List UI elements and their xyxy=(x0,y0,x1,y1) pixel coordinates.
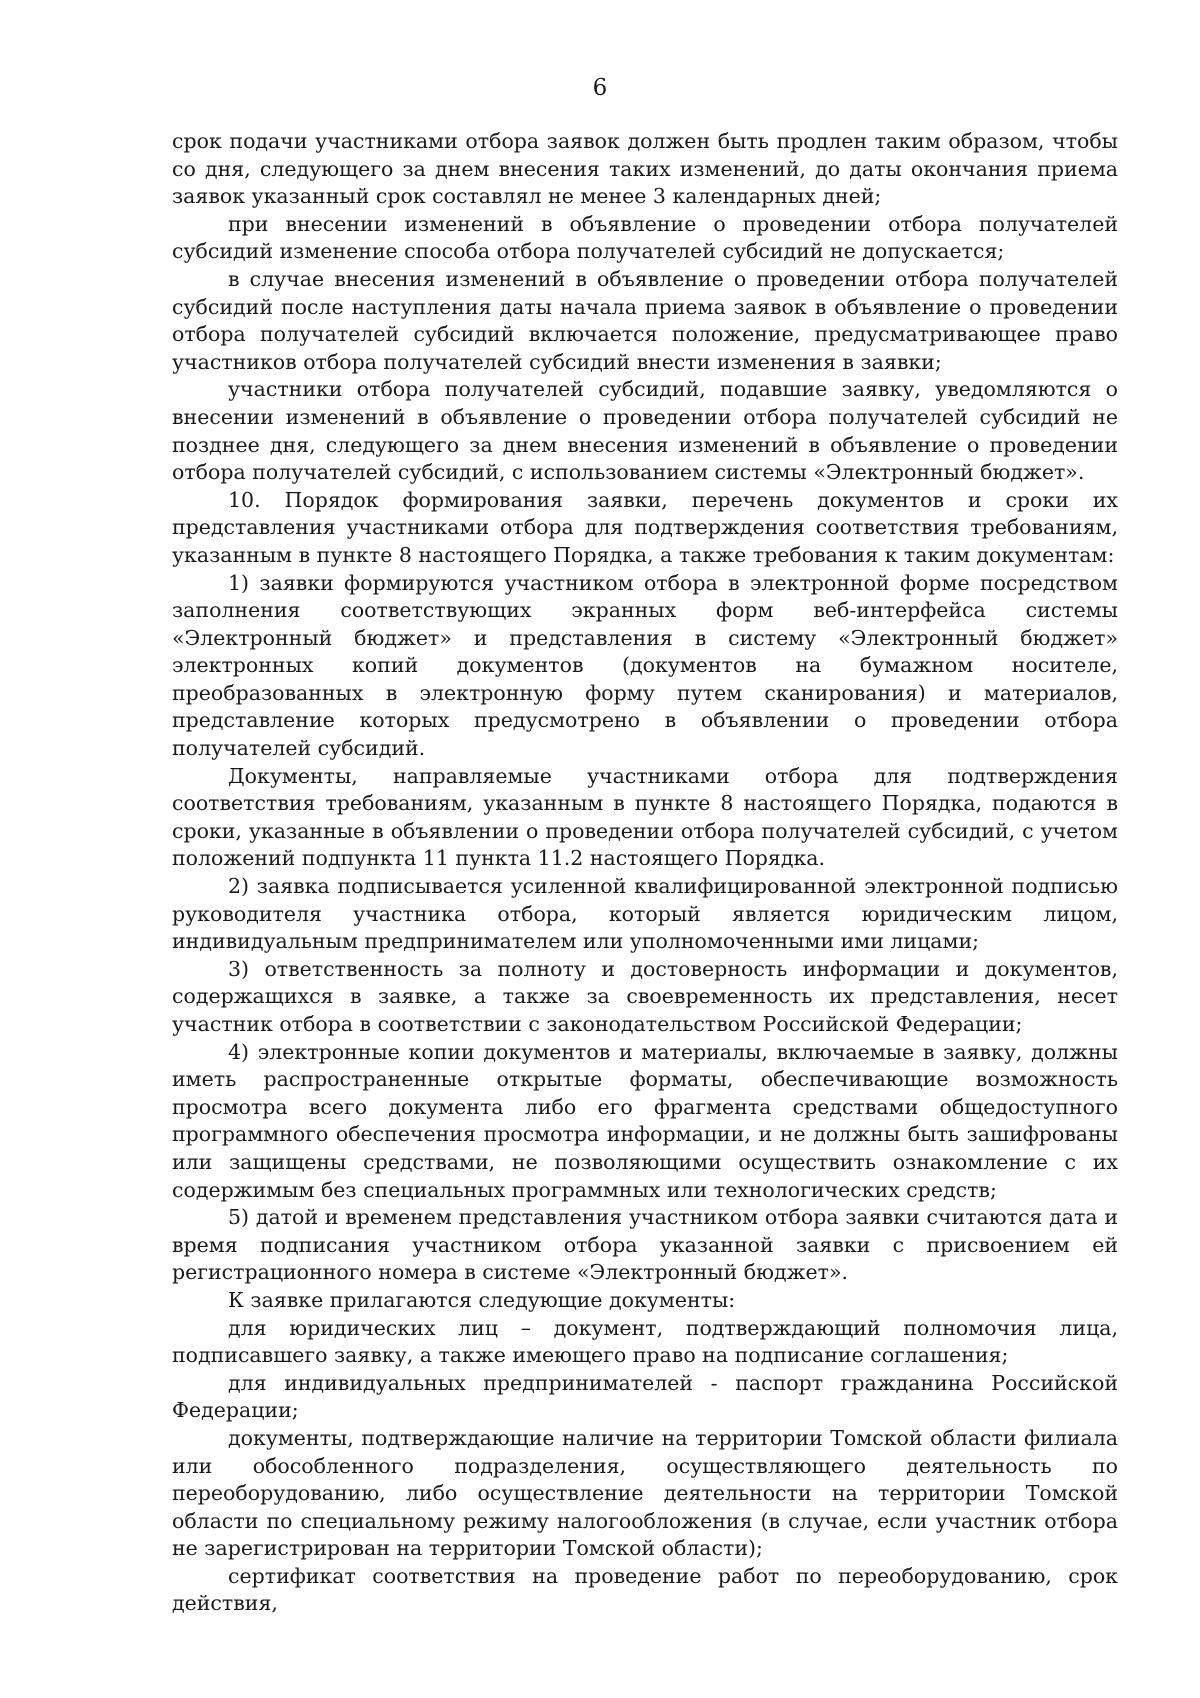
paragraph: сертификат соответствия на проведение работ по переоборудованию, срок действия, xyxy=(172,1563,1118,1616)
paragraph: К заявке прилагаются следующие документы: xyxy=(228,1287,736,1312)
paragraph: срок подачи участниками отбора заявок должен быть продлен таким образом, чтобы со дня, следующего за днем внесения таких изменений, до даты окончания приема заявок указанный срок составлял не менее 3 календарных дней; xyxy=(172,129,1118,209)
paragraph: 3) ответственность за полноту и достоверность информации и документов, содержащихся в заявке, а также за своевременность их представления, несет участник отбора в соответствии с законодательством Российской Федерации; xyxy=(172,956,1118,1036)
paragraph: 5) датой и временем представления участником отбора заявки считаются дата и время подписания участником отбора указанной заявки с присвоением ей регистрационного номера в системе «Электронный бюджет». xyxy=(172,1205,1118,1285)
paragraph: документы, подтверждающие наличие на территории Томской области филиала или обособленного подразделения, осуществляющего деятельность по переоборудованию, либо осуществление деятельности на территории Томской области по специальному режиму налогообложения (в случае, если участник отбора не зарегистрирован на территории Томской области); xyxy=(172,1425,1118,1561)
paragraph: 4) электронные копии документов и материалы, включаемые в заявку, должны иметь распространенные открытые форматы, обеспечивающие возможность просмотра всего документа либо его фрагмента средствами общедоступного программного обеспечения просмотра информации, и не должны быть зашифрованы или защищены средствами, не позволяющими осуществить ознакомление с их содержимым без специальных программных или технологических средств; xyxy=(172,1039,1118,1202)
document-body xyxy=(172,128,1118,1618)
paragraph: для юридических лиц – документ, подтверждающий полномочия лица, подписавшего заявку, а также имеющего право на подписание соглашения; xyxy=(172,1315,1118,1368)
section-paragraph: 10. Порядок формирования заявки, перечень документов и сроки их представления участниками отбора для подтверждения соответствия требованиям, указанным в пункте 8 настоящего Порядка, а также требования к таким документам: xyxy=(172,487,1118,567)
paragraph: при внесении изменений в объявление о проведении отбора получателей субсидий изменение способа отбора получателей субсидий не допускается; xyxy=(172,211,1118,264)
paragraph: участники отбора получателей субсидий, подавшие заявку, уведомляются о внесении изменений в объявление о проведении отбора получателей субсидий не позднее дня, следующего за днем внесения изменений в объявление о проведении отбора получателей субсидий, с использованием системы «Электронный бюджет». xyxy=(172,377,1118,485)
paragraph: в случае внесения изменений в объявление о проведении отбора получателей субсидий после наступления даты начала приема заявок в объявление о проведении отбора получателей субсидий включается положение, предусматривающее право участников отбора получателей субсидий внести изменения в заявки; xyxy=(172,266,1118,374)
paragraph: для индивидуальных предпринимателей - паспорт гражданина Российской Федерации; xyxy=(172,1370,1118,1423)
paragraph: Документы, направляемые участниками отбора для подтверждения соответствия требованиям, указанным в пункте 8 настоящего Порядка, подаются в сроки, указанные в объявлении о проведении отбора получателей субсидий, с учетом положений подпункта 11 пункта 11.2 настоящего Порядка. xyxy=(172,763,1118,871)
paragraph: 2) заявка подписывается усиленной квалифицированной электронной подписью руководителя участника отбора, который является юридическим лицом, индивидуальным предпринимателем или уполномоченными ими лицами; xyxy=(172,874,1118,954)
page-number: 6 xyxy=(592,75,608,101)
paragraph: 1) заявки формируются участником отбора в электронной форме посредством заполнения соответствующих экранных форм веб-интерфейса системы «Электронный бюджет» и представления в систему «Электронный бюджет» электронных копий документов (документов на бумажном носителе, преобразованных в электронную форму путем сканирования) и материалов, представление которых предусмотрено в объявлении о проведении отбора получателей субсидий. xyxy=(172,570,1118,761)
